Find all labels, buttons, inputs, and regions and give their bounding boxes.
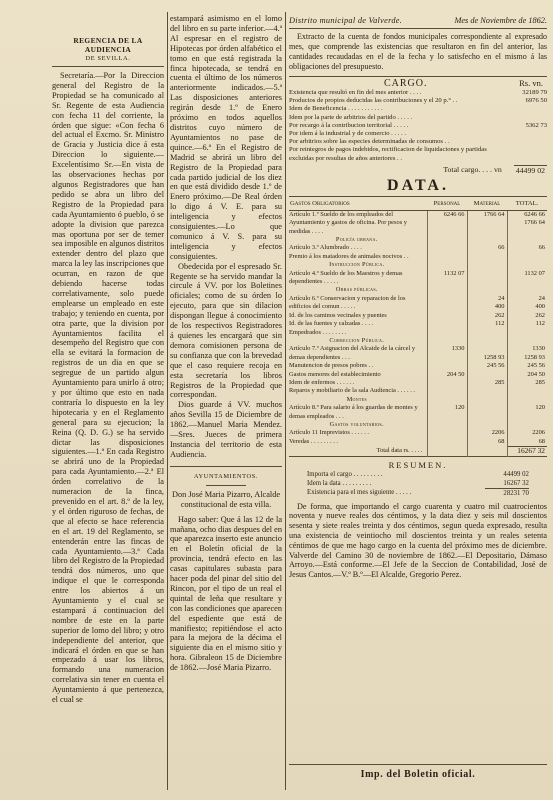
personal-value: 120 xyxy=(427,404,467,421)
data-row xyxy=(289,210,547,236)
article-continuation: estampará asimismo en el lomo del libro en su parte inferior.—4.ª Al espresar en el registro de Hipotecas por órden alfabético el tomo en que está registrada la finca hipotecada, se tendrá en cuenta el último de los números anteriormente indicados.—5.ª Las disposiciones anteriores regirán desde 1.º de Enero próximo en todos aquellos distritos cuyo número de Ayuntamientos no pase de quince.—6.ª En el Registro de Madrid se abrirá un libro del Registro de la Propiedad para cada partido judicial de los diez en que está dividido desde 1.º de Enero próximo.—De Real órden lo digo á V. E. para su inteligencia y efectos consiguientes.—Lo que comunico á V. S. para su inteligencia y efectos consiguientes. xyxy=(170,14,282,261)
resumen-label: Existencia para el mes siguiente . . . . . xyxy=(307,489,412,497)
personal-value: 1132 07 xyxy=(427,270,467,287)
data-row xyxy=(289,404,547,421)
data-section-label: Montes xyxy=(346,395,367,403)
cargo-total-row xyxy=(289,165,547,175)
article-signature: Dios guarde á VV. muchos años Sevilla 15 de Diciembre de 1862.—Manuel Maria Mendez.—Sres. Jueces de primera Instancia del territorio de esta Audiencia. xyxy=(170,400,282,459)
data-section-row xyxy=(289,236,547,244)
column-2 xyxy=(170,14,282,790)
material-value: 1766 64 xyxy=(467,210,507,236)
regencia-heading: REGENCIA DE LA AUDIENCIA xyxy=(73,36,143,54)
cargo-label: Por recargo á la contribucion territorial . . . . . xyxy=(289,121,409,129)
data-title: DATA. xyxy=(387,176,449,194)
district-header xyxy=(289,14,547,29)
total-value: 6246 66 1766 64 xyxy=(507,210,547,236)
data-section-row xyxy=(289,337,547,345)
data-header: Gastos Obligatorios xyxy=(289,196,427,210)
data-section-row xyxy=(289,396,547,404)
cargo-row xyxy=(289,105,547,113)
material-value: 24 400 262 112 xyxy=(467,295,507,337)
extract-intro: Extracto de la cuenta de fondos municipales correspondiente al expresado mes, que comprende las existencias que resultaron en fin del anterior, las cantidades recaudadas en el de la fecha y lo satisfecho en el mismo á las obligaciones del presupuesto. xyxy=(289,32,547,71)
data-row xyxy=(289,244,547,261)
data-section-row xyxy=(289,261,547,269)
total-value: 16267 32 xyxy=(507,447,547,456)
cargo-total-value: 44499 02 xyxy=(515,165,545,175)
cargo-unit: Rs. vn. xyxy=(519,78,543,88)
personal-value xyxy=(427,429,467,446)
data-empty-cell xyxy=(467,396,507,404)
district-name: Distrito municipal de Valverde. xyxy=(289,16,403,25)
data-total-row xyxy=(289,447,547,456)
closing-statement: De forma, que importando el cargo cuarenta y cuatro mil cuatrocientos noventa y nueve reales dos céntimos, y la data diez y seis mil doscientos sesenta y siete reales treinta y dos céntimos, segun queda expresado, resulta una existencia de veintiocho mil doscientos treinta y un reales setenta céntimos de que me hago cargo en la cuenta del próximo mes de diciembre. Valverde del Camino 30 de noviembre de 1862.—El Depositario, Dámaso Arroyo.—Está conforme.—El Jefe de la Seccion de Contabilidad, José de Jesus Cantos.—V.º B.º—El Alcalde, Gregorio Perez. xyxy=(289,501,547,580)
total-value: 66 xyxy=(507,244,547,261)
data-empty-cell xyxy=(507,421,547,429)
column-divider xyxy=(167,12,168,790)
cargo-title: CARGO. xyxy=(384,78,428,89)
gastos-table xyxy=(289,196,547,457)
data-empty-cell xyxy=(427,337,467,345)
cargo-value xyxy=(501,105,547,113)
cargo-value: 32189 79 xyxy=(522,89,547,96)
total-value: 120 xyxy=(507,404,547,421)
material-value: 2206 68 xyxy=(467,429,507,446)
resumen-value: 28231 70 xyxy=(485,488,529,498)
data-row-label: Artículo 4.º Sueldo de los Maestros y demas dependientes . . . . . xyxy=(289,269,403,286)
cargo-table xyxy=(289,89,547,163)
total-value: 24 400 262 112 xyxy=(507,295,547,337)
data-row-label: Artículo 8.º Para salario á los guardas de montes y demas empleados . . . xyxy=(289,404,418,420)
data-section-label: Obras públicas. xyxy=(335,286,378,294)
data-header: Personal xyxy=(427,196,467,210)
material-value: 66 xyxy=(467,244,507,261)
cargo-row xyxy=(289,130,547,138)
column-1 xyxy=(52,14,164,790)
data-empty-cell xyxy=(507,261,547,269)
data-empty-cell xyxy=(467,261,507,269)
cargo-value xyxy=(501,130,547,138)
personal-value xyxy=(427,295,467,337)
cargo-label: Productos de propios deducidas las contribuciones y el 20 p.° . . xyxy=(289,97,458,105)
data-empty-cell xyxy=(507,337,547,345)
data-empty-cell xyxy=(467,236,507,244)
month-label: Mes de Noviembre de 1862. xyxy=(454,16,547,25)
cargo-row xyxy=(289,122,547,130)
personal-value: 6246 66 xyxy=(427,210,467,236)
secretaria-article: Secretaría.—Por la Direccion general del Registro de la Propiedad se ha comunicado al Sr. Regente de esta Audiencia con fecha 11 del corriente, la órden que sigue: «Con fecha 6 del actual el Excmo. Sr. Ministro de Gracia y Justicia dice á esta Direccion lo siguiente.—Excelentísimo Sr.—En vista de las observaciones hechas por algunos Registradores que han pedido se abra un libro del Registro de la Propiedad para cada Ayuntamiento ó pueblo, ó se adopte la division que parezca mas oportuna por ser de temer sea imposible en algunos distritos extender dentro del plazo que marca la ley las inscripciones que ocurran, en razon de que debiendo hacerse todas correlativamente, solo puede emplearse un empleado en este trabajo; y teniendo en cuenta, por otra parte, que la division por Ayuntamientos facilita el desempeño del Registro que con ella se evitará la formacion de registros de un dia en que se segregue de un partido algun Ayuntamiento para unirlo á otro; y por último que esto en nada contraría lo dispuesto en la ley hipotecaria y en el Reglamento general para su ejecucion; la Reina (Q. D. G.) se ha servido dictar las disposiciones siguientes.—1.ª En cada Registro se abrirá uno de la Propiedad para cada Ayuntamiento.—2.ª El órden correlativo de la numeracion de la finca, prevenido en el art. 8.º de la ley, y el órden riguroso de fechas, de que al efecto se hace referencia en el art. 19 del Reglamento, se entenderán entre las fincas de cada Ayuntamiento.—3.ª Cada libro del Registro de la Propiedad tendrá dos números, uno que indique el que le corresponda entre los abiertos á un Ayuntamiento y el cual se estampará á continuacion del nombre de este en la parte superior de lomo del libro; y otro independiente del anterior, que indicará el órden en que se han empezado á usar los libros, formando una numeracion correlativa sin tener en cuenta el Ayuntamiento á que pertenezca, el cual se xyxy=(52,71,164,705)
resumen-label: Importa el cargo . . . . . . . . . xyxy=(307,470,383,478)
personal-value xyxy=(427,244,467,261)
data-row-label: Total data rs. . . . . xyxy=(376,446,423,454)
personal-value xyxy=(427,447,467,456)
data-empty-cell xyxy=(427,236,467,244)
cargo-value xyxy=(501,138,547,146)
personal-value: 1330 204 50 xyxy=(427,345,467,395)
alcalde-notice-header: Don José Maria Pizarro, Alcalde constitucional de esta villa. xyxy=(171,489,281,509)
cargo-value xyxy=(501,146,547,162)
column-divider xyxy=(285,12,286,790)
data-row xyxy=(289,429,547,446)
resumen-value: 44499 02 xyxy=(503,470,529,478)
material-value xyxy=(467,404,507,421)
cargo-label: Por reintegros de pagos indebidos, rectificacion de liquidaciones y partidas excluidas por resultas de años anteriores . . xyxy=(289,146,487,162)
data-row-label: Artículo 3.º Alumbrado . . . . Premio á los matadores de animales nocivos . . xyxy=(289,244,409,260)
cargo-row xyxy=(289,89,547,97)
data-section-label: Correccion Pública. xyxy=(329,336,385,344)
cargo-label: Idem por la parte de arbitrios del partido . . . . . xyxy=(289,113,413,121)
resumen-row xyxy=(307,470,529,479)
cargo-row xyxy=(289,97,547,105)
data-section-label: Instruccion Pública. xyxy=(329,261,385,269)
material-value: 1258 93 245 56 285 xyxy=(467,345,507,395)
data-row-label: Artículo 1.º Sueldo de los empleados del Ayuntamiento y gastos de oficina. Por pesos y medidas . . . . xyxy=(289,210,407,235)
data-row-label: Artículo 7.º Asignacion del Alcaide de la cárcel y demas dependientes . . . Manutencion de presos pobres . . Gastos menores del establecimiento Idem de enfermos . . . . . . Reparos y mobiliario de la sala Audiencia . . . . . . xyxy=(289,345,416,395)
data-row xyxy=(289,270,547,287)
resumen-table xyxy=(307,470,529,498)
resumen-row xyxy=(307,488,529,498)
cargo-label: Idem de Beneficencia . . . . . . . . . . . xyxy=(289,105,383,113)
material-value xyxy=(467,270,507,287)
cargo-value xyxy=(501,114,547,122)
data-empty-cell xyxy=(427,421,467,429)
data-section-row xyxy=(289,421,547,429)
ayuntamientos-heading: AYUNTAMIENTOS. xyxy=(193,472,259,480)
column-3 xyxy=(289,14,547,790)
cargo-value: 5362 73 xyxy=(525,121,547,129)
total-value: 1330 1258 93 245 56 204 50 285 xyxy=(507,345,547,395)
data-empty-cell xyxy=(427,396,467,404)
data-empty-cell xyxy=(507,396,547,404)
data-empty-cell xyxy=(467,421,507,429)
cargo-label: Por arbitrios sobre las especies determinadas de consumos . . xyxy=(289,138,450,146)
data-empty-cell xyxy=(467,337,507,345)
data-empty-cell xyxy=(507,286,547,294)
cargo-row xyxy=(289,146,547,162)
data-row-label: Artículo 11 Imprevistos . . . . . . Veredas . . . . . . . . . xyxy=(289,429,369,445)
resumen-title: RESUMEN. xyxy=(388,459,448,470)
cargo-label: Existencia que resultó en fin del mes anterior . . . . xyxy=(289,89,422,96)
cargo-total-label: Total cargo. . . . vn xyxy=(443,164,502,174)
data-empty-cell xyxy=(427,286,467,294)
subasta-notice: Hago saber: Que á las 12 de la mañana, ocho dias despues del en que aparezca inserto este anuncio en el Boletín oficial de la provincia, tendrá efecto en las casas capitulares subasta para hacer poda del pinar del sitio del Rincon, por el tipo de un real el quintal de leña que resultare y con las condiciones que aparecen del espediente que está de manifiesto; repitiéndose el acto para la mejora de la décima el siguiente dia en el mismo sitio y hora. Gibraleon 15 de Diciembre de 1862.—José Maria Pizarro. xyxy=(170,514,282,673)
total-value: 1132 07 xyxy=(507,270,547,287)
regencia-subheading: DE SEVILLA. xyxy=(52,54,164,67)
cargo-row xyxy=(289,114,547,122)
data-empty-cell xyxy=(507,236,547,244)
data-row-label: Artículo 6.º Conservacion y reparacion de los edificios del comun . . . . . Id. de los caminos vecinales y puentes Id. de las fuentes y calzadas . . . . Empedrados . . . . . . . . xyxy=(289,294,406,336)
data-section-label: Gastos voluntarios. xyxy=(329,420,384,428)
data-row xyxy=(289,345,547,395)
data-empty-cell xyxy=(467,286,507,294)
data-header: Material xyxy=(467,196,507,210)
total-value: 2206 68 xyxy=(507,429,547,446)
data-section-row xyxy=(289,286,547,294)
data-empty-cell xyxy=(427,261,467,269)
cargo-value: 6976 50 xyxy=(525,97,547,105)
data-row xyxy=(289,295,547,337)
data-header: TOTAL. xyxy=(507,196,547,210)
resumen-row xyxy=(307,479,529,489)
data-section-label: Policía urbana. xyxy=(335,236,378,244)
imprint: Imp. del Boletin oficial. xyxy=(360,769,476,780)
material-value xyxy=(467,447,507,456)
cargo-row xyxy=(289,138,547,146)
resumen-value: 16267 32 xyxy=(503,479,529,487)
article-paragraph: Obedecida por el espresado Sr. Regente se ha servido mandar la circule á VV. por los Boletines oficiales; como de su órden lo ejecuto, para que sin dilacion dispongan llegue á conocimiento de los respectivos Registradores á quienes les encargará que sin demora comisionen persona de su confianza que con la brevedad que el caso requiere recoja en esta secretaría los libros Registros de la Propiedad que correspondan. xyxy=(170,261,282,400)
resumen-label: Idem la data . . . . . . . . . xyxy=(307,479,372,487)
cargo-label: Por idem á la industrial y de comercio . . . . . xyxy=(289,130,407,138)
